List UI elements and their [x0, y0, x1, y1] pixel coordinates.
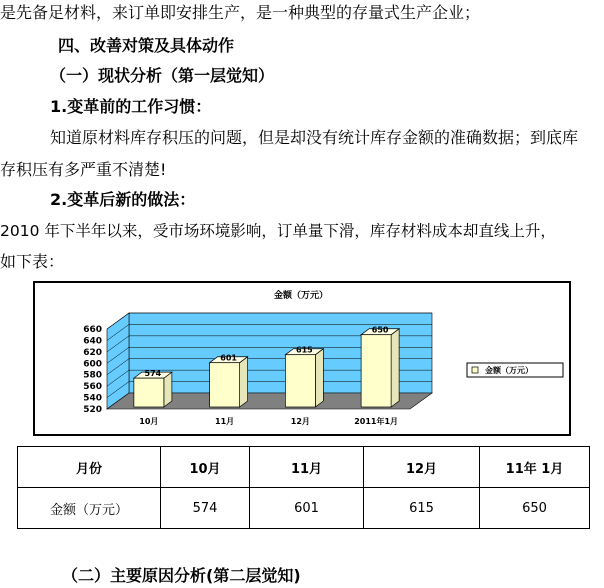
- table-cell: 615: [364, 488, 480, 529]
- table-header-row: [18, 447, 590, 488]
- data-label: 615: [296, 345, 313, 355]
- paragraph-line: 2010 年下半年以来，受市场环境影响，订单量下滑，库存材料成本却直线上升，: [0, 222, 556, 240]
- subsection-heading: （二）主要原因分析(第二层觉知): [62, 566, 301, 585]
- table-header-cell: 月份: [18, 447, 161, 488]
- bar: [285, 355, 315, 407]
- x-tick-label: 12月: [290, 417, 310, 426]
- paragraph-line: 存积压有多严重不清楚!: [0, 160, 167, 179]
- y-tick-label: 640: [83, 336, 102, 347]
- data-label: 650: [371, 325, 389, 335]
- bar: [210, 363, 240, 407]
- bar-chart-svg: [35, 283, 569, 434]
- table-header-cell: 10月: [161, 447, 250, 488]
- item-heading: 1.变革前的工作习惯：: [50, 97, 212, 116]
- bar: [361, 335, 391, 407]
- data-label: 601: [220, 353, 237, 363]
- y-tick-label: 520: [83, 405, 102, 415]
- y-tick-label: 620: [83, 347, 102, 358]
- table-row: [18, 488, 590, 529]
- table-header-cell: 11月: [250, 447, 364, 488]
- legend-label: 金额（万元）: [485, 366, 533, 375]
- y-tick-label: 540: [83, 393, 102, 404]
- y-tick-label: 560: [83, 382, 102, 393]
- x-tick-label: 2011年1月: [354, 417, 399, 426]
- y-tick-label: 580: [83, 370, 102, 381]
- table-cell: 574: [161, 488, 250, 529]
- amount-table: [17, 446, 590, 529]
- table-cell: 601: [250, 488, 364, 529]
- y-tick-label: 600: [83, 359, 102, 370]
- table-header-cell: 11年 1月: [480, 447, 590, 488]
- table-cell: 650: [480, 488, 590, 529]
- paragraph-line: 如下表：: [0, 252, 65, 271]
- table-header-cell: 12月: [364, 447, 480, 488]
- section-heading: 四、改善对策及具体动作: [58, 36, 235, 55]
- item-heading: 2.变革后新的做法：: [50, 190, 196, 209]
- subsection-heading: （一）现状分析（第一层觉知）: [50, 66, 275, 85]
- bar-chart: [33, 281, 571, 436]
- x-tick-label: 10月: [139, 417, 159, 426]
- x-tick-label: 11月: [215, 417, 235, 426]
- paragraph-line: 知道原材料库存积压的问题，但是却没有统计库存金额的准确数据；到底库: [50, 128, 579, 147]
- bar-side: [391, 329, 399, 407]
- chart-title: 金额（万元）: [273, 291, 329, 301]
- bar-side: [240, 357, 248, 407]
- bar: [134, 378, 164, 407]
- table-row-label: 金额（万元）: [18, 488, 161, 529]
- data-label: 574: [144, 369, 162, 379]
- y-tick-label: 660: [83, 325, 102, 335]
- legend-swatch: [472, 367, 478, 373]
- bar-side: [315, 349, 323, 407]
- body-text-line: 是先备足材料，来订单即安排生产，是一种典型的存量式生产企业；: [0, 3, 481, 22]
